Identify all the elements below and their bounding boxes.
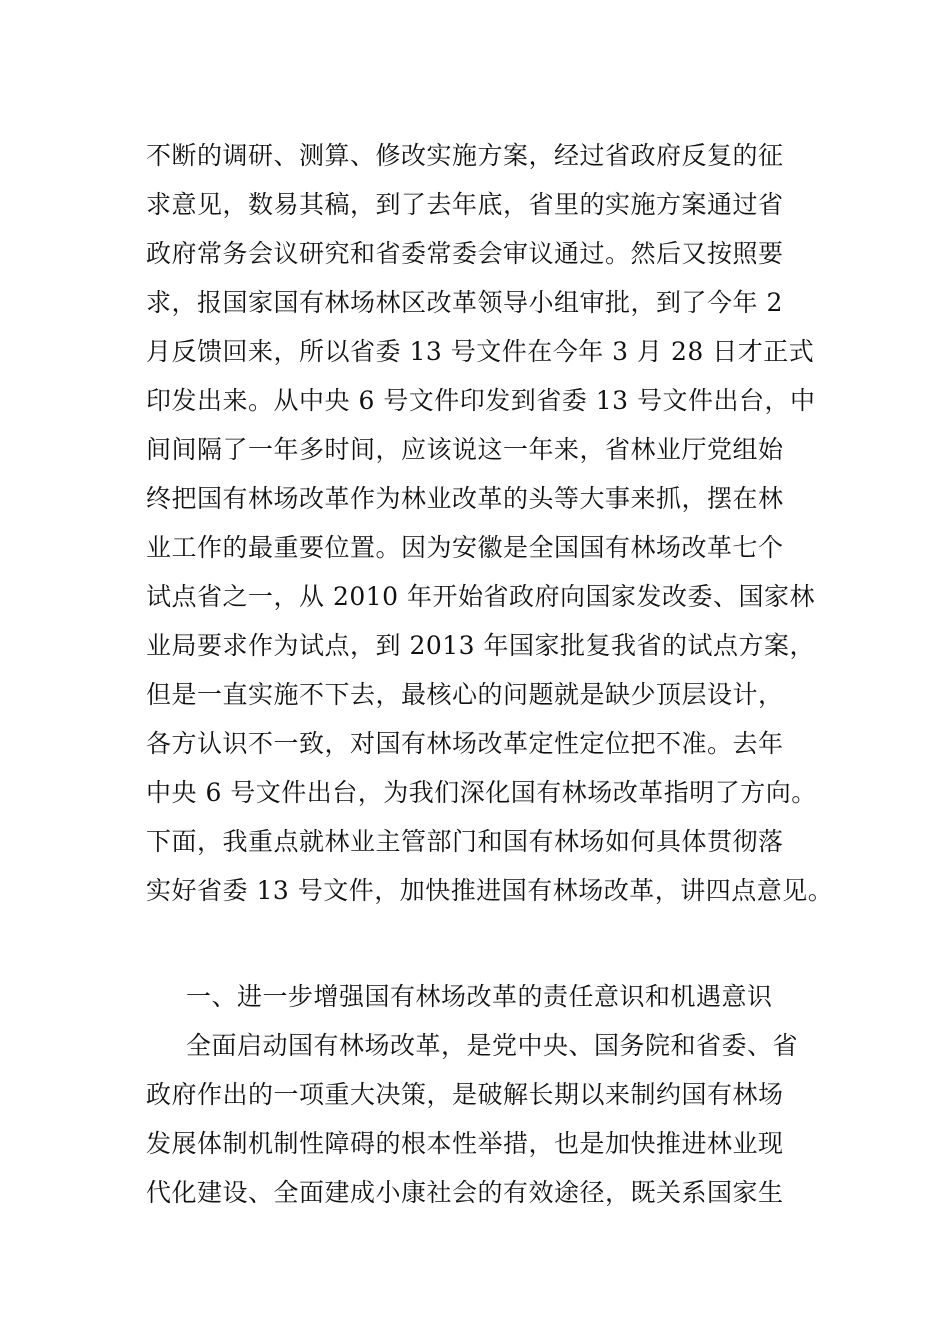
section-heading: 一、进一步增强国有林场改革的责任意识和机遇意识 <box>186 982 773 1011</box>
paragraph-2-line-3: 发展体制机制性障碍的根本性举措，也是加快推进林业现 <box>146 1129 784 1158</box>
paragraph-1-line-16: 实好省委 13 号文件，加快推进国有林场改革，讲四点意见。 <box>146 876 834 905</box>
paragraph-1-line-2: 求意见，数易其稿，到了去年底，省里的实施方案通过省 <box>146 190 784 219</box>
paragraph-1-line-9: 业工作的最重要位置。因为安徽是全国国有林场改革七个 <box>146 533 784 562</box>
paragraph-1-line-12: 但是一直实施不下去，最核心的问题就是缺少顶层设计， <box>146 680 784 709</box>
paragraph-1-line-6: 印发出来。从中央 6 号文件印发到省委 13 号文件出台，中 <box>146 386 816 415</box>
paragraph-1-line-8: 终把国有林场改革作为林业改革的头等大事来抓，摆在林 <box>146 484 784 513</box>
paragraph-2-line-1: 全面启动国有林场改革，是党中央、国务院和省委、省 <box>186 1031 799 1060</box>
paragraph-1-line-3: 政府常务会议研究和省委常委会审议通过。然后又按照要 <box>146 239 784 268</box>
paragraph-1-line-4: 求，报国家国有林场林区改革领导小组审批，到了今年 2 <box>146 288 783 317</box>
paragraph-1-line-1: 不断的调研、测算、修改实施方案，经过省政府反复的征 <box>146 141 784 170</box>
paragraph-1-line-14: 中央 6 号文件出台，为我们深化国有林场改革指明了方向。 <box>146 778 817 807</box>
paragraph-1-line-5: 月反馈回来，所以省委 13 号文件在今年 3 月 28 日才正式 <box>146 337 815 366</box>
paragraph-1-line-15: 下面，我重点就林业主管部门和国有林场如何具体贯彻落 <box>146 827 784 856</box>
paragraph-1-line-11: 业局要求作为试点，到 2013 年国家批复我省的试点方案， <box>146 631 816 660</box>
paragraph-1-line-7: 间间隔了一年多时间，应该说这一年来，省林业厅党组始 <box>146 435 784 464</box>
paragraph-2-line-4: 代化建设、全面建成小康社会的有效途径，既关系国家生 <box>146 1178 784 1207</box>
paragraph-1-line-10: 试点省之一，从 2010 年开始省政府向国家发改委、国家林 <box>146 582 816 611</box>
paragraph-1-line-13: 各方认识不一致，对国有林场改革定性定位把不准。去年 <box>146 729 784 758</box>
paragraph-2-line-2: 政府作出的一项重大决策，是破解长期以来制约国有林场 <box>146 1080 784 1109</box>
